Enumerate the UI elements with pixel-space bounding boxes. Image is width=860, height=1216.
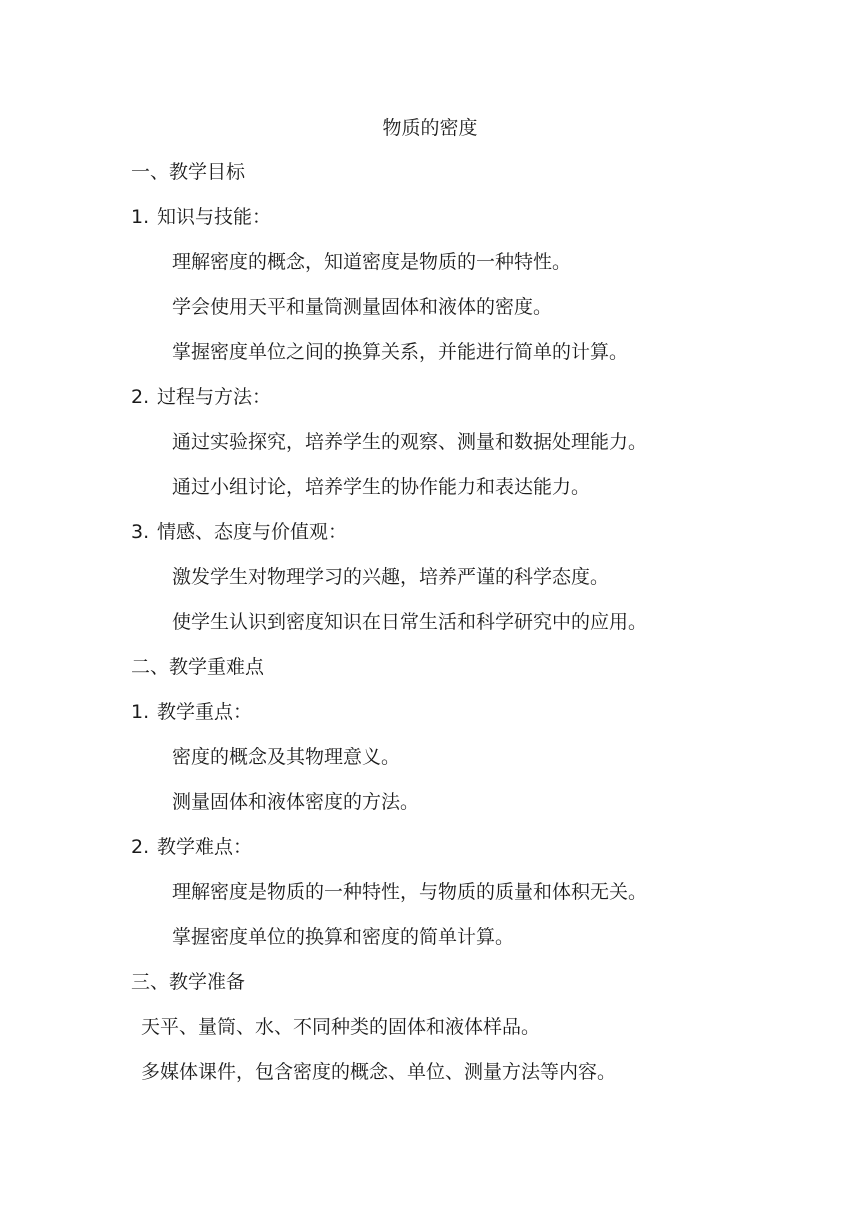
subsection-number: 1. [131,701,150,723]
document-title: 物质的密度 [382,117,478,139]
subsection-number: 1. [131,206,150,228]
subsection-heading-difficulty [131,835,252,859]
objective-item: 理解密度的概念，知道密度是物质的一种特性。 [172,251,572,273]
subsection-heading-process [131,385,271,409]
subsection-number: 2. [131,836,150,858]
preparation-paragraph: 天平、量筒、水、不同种类的固体和液体样品。 [141,1016,541,1038]
key-point-item: 密度的概念及其物理意义。 [172,746,401,768]
objective-item: 学会使用天平和量筒测量固体和液体的密度。 [172,296,553,318]
preparation-paragraph: 多媒体课件，包含密度的概念、单位、测量方法等内容。 [141,1061,617,1083]
section-heading-preparation: 三、教学准备 [131,971,246,993]
subsection-label: 过程与方法： [157,386,272,408]
key-point-item: 测量固体和液体密度的方法。 [172,791,420,813]
subsection-number: 2. [131,386,150,408]
subsection-heading-focus [131,700,252,724]
subsection-label: 情感、态度与价值观： [157,521,348,543]
objective-item: 激发学生对物理学习的兴趣，培养严谨的科学态度。 [172,566,610,588]
section-heading-key-points: 二、教学重难点 [131,656,265,678]
objective-item: 掌握密度单位之间的换算关系，并能进行简单的计算。 [172,341,629,363]
difficulty-item: 理解密度是物质的一种特性，与物质的质量和体积无关。 [172,881,648,903]
section-heading-objectives: 一、教学目标 [131,161,246,183]
subsection-heading-knowledge [131,205,271,229]
objective-item: 通过小组讨论，培养学生的协作能力和表达能力。 [172,476,591,498]
subsection-label: 教学难点： [157,836,253,858]
objective-item: 使学生认识到密度知识在日常生活和科学研究中的应用。 [172,611,648,633]
subsection-label: 知识与技能： [157,206,272,228]
objective-item: 通过实验探究，培养学生的观察、测量和数据处理能力。 [172,431,648,453]
difficulty-item: 掌握密度单位的换算和密度的简单计算。 [172,926,515,948]
subsection-heading-attitude [131,520,347,544]
subsection-number: 3. [131,521,150,543]
subsection-label: 教学重点： [157,701,253,723]
